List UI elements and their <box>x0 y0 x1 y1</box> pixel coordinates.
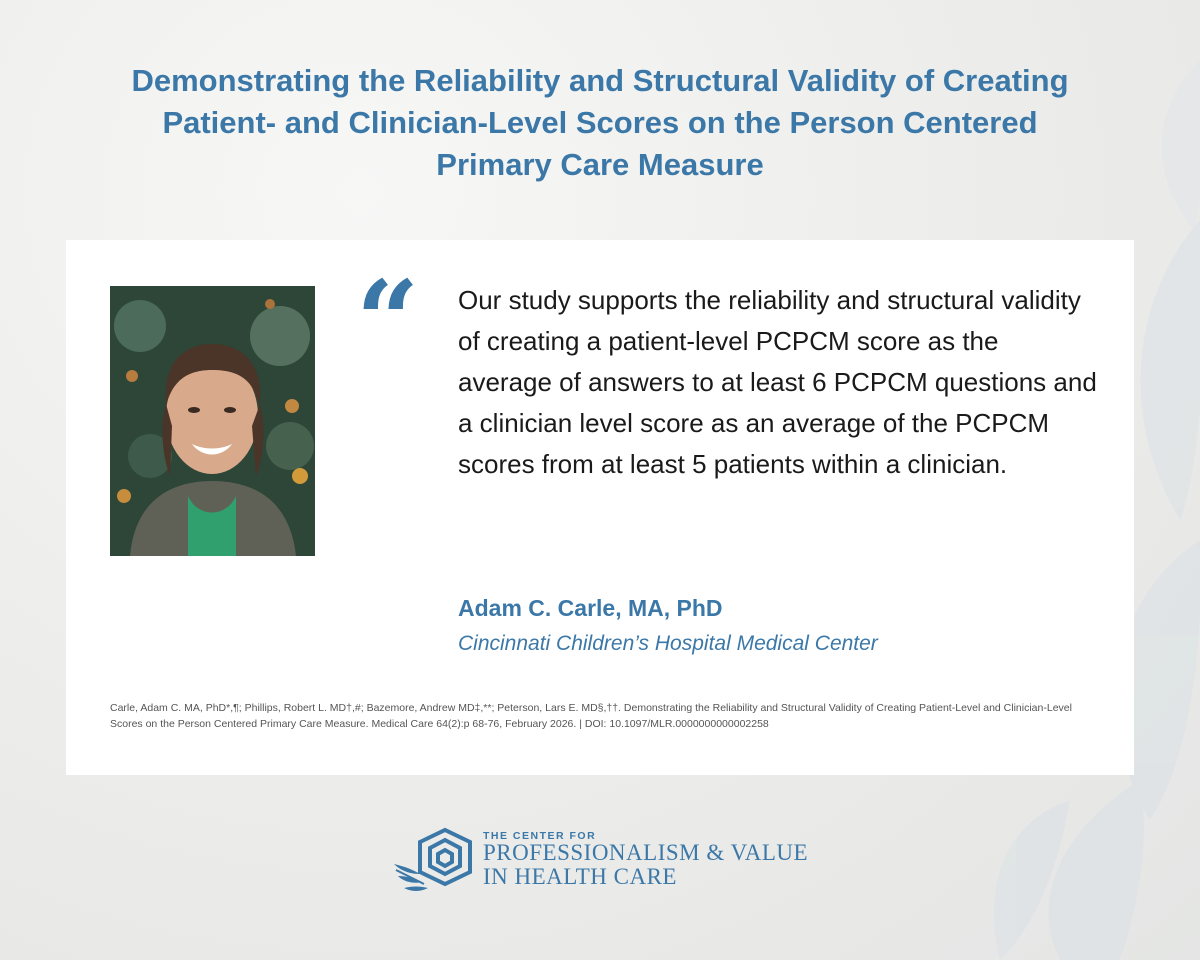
author-photo <box>110 286 315 556</box>
author-name: Adam C. Carle, MA, PhD <box>458 595 723 621</box>
author-organization: Cincinnati Children’s Hospital Medical Center <box>458 632 878 655</box>
logo-small-text: THE CENTER FOR <box>483 830 597 842</box>
quote-card <box>66 240 1134 775</box>
title-line-2: Patient- and Clinician-Level Scores on the Person Centered <box>162 105 1038 140</box>
title-line-1: Demonstrating the Reliability and Structural Validity of Creating <box>131 63 1069 98</box>
logo-line-1: PROFESSIONALISM & VALUE <box>483 840 809 865</box>
page-title <box>60 60 1140 186</box>
logo-line-2: IN HEALTH CARE <box>483 864 677 889</box>
citation: Carle, Adam C. MA, PhD*,¶; Phillips, Robert L. MD†,#; Bazemore, Andrew MD‡,**; Peterson, Lars E. MD§,††. Demonstrating the Reliability and Structural Validity of Creating Patient-Level and Clinician-Level Scores on the Person Centered Primary Care Measure. Medical Care 64(2):p 68-76, February 2026. | DOI: 10.1097/MLR.0000000000002258 <box>110 702 1072 730</box>
quote-text: Our study supports the reliability and structural validity of creating a patient-level PCPCM score as the average of answers to at least 6 PCPCM questions and a clinician level score as an average of the PCPCM scores from at least 5 patients within a clinician. <box>458 285 1097 479</box>
logo-emblem-icon <box>390 822 490 902</box>
organization-logo <box>390 822 830 902</box>
quote-mark-icon: “ <box>356 256 420 385</box>
title-line-3: Primary Care Measure <box>436 147 764 182</box>
